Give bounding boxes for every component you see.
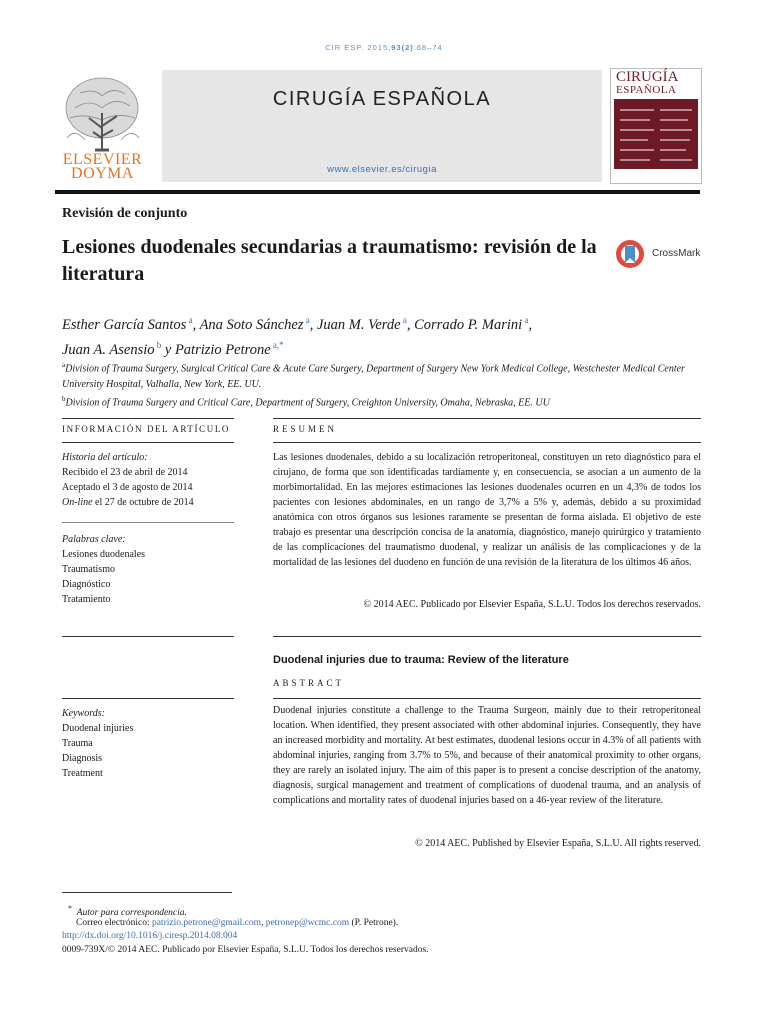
author-affiliation-mark: a <box>303 315 310 325</box>
crossmark-badge[interactable] <box>614 238 704 270</box>
section-label: Revisión de conjunto <box>62 206 188 221</box>
keyword-es: Traumatismo <box>62 564 115 575</box>
abstract-heading: ABSTRACT <box>273 678 345 688</box>
author-separator: , <box>192 316 200 333</box>
abstract-text: Duodenal injuries constitute a challenge to the Trauma Surgeon, mainly due to their retroperitoneal location. When identified, they present associated with other abdominal injuries. Consequently, they have an increased morbidity and mortality. At best estimates, duodenal lesions occur in 4.3% of all patients with abdominal injuries, ranging from 3.7% to 5%, and because of their anatomical proximity to other organs, they are rarely an isolated injury. The aim of this paper is to present a concise description of the anatomy, diagnosis, surgical management and treatment of complications of duodenal trauma, and an analysis of complications and mortality rates of duodenal injuries based on a 46-year review of the literature. <box>273 705 701 806</box>
author-separator: , <box>528 316 533 333</box>
header-rule <box>55 190 700 194</box>
footnote-rule <box>62 892 232 893</box>
article-title: Lesiones duodenales secundarias a traumatismo: revisión de la literatura <box>62 236 597 285</box>
affiliation-mark: a <box>62 361 66 369</box>
author-affiliation-mark: a <box>400 315 407 325</box>
resumen-rule-top <box>273 418 701 419</box>
keyword-en: Duodenal injuries <box>62 723 134 734</box>
author-list <box>62 310 702 360</box>
author-name[interactable]: Juan M. Verde <box>316 316 401 333</box>
keyword-en: Trauma <box>62 738 93 749</box>
author-affiliation-mark: a,* <box>270 339 284 350</box>
online-date: On-line el 27 de octubre de 2014 <box>62 497 194 508</box>
author-affiliation-mark: a <box>522 315 529 325</box>
affiliation-mark: b <box>62 395 66 404</box>
journal-reference: CIR ESP. 2015;93(2):68–74 <box>325 43 443 52</box>
keywords-english <box>62 706 252 781</box>
author-name[interactable]: Esther García Santos <box>62 316 187 333</box>
corresponding-author-note: * Autor para correspondencia. <box>68 904 187 919</box>
affiliation-text: Division of Trauma Surgery and Critical Care, Department of Surgery, Creighton University, Omaha, Nebraska, EE. UU <box>65 397 550 409</box>
email-note: Correo electrónico: patrizio.petrone@gmail.com, petronep@wcmc.com (P. Petrone). <box>76 918 399 928</box>
author-name[interactable]: Juan A. Asensio <box>62 341 155 358</box>
abstract-rule <box>273 698 701 699</box>
author-separator: y <box>161 341 175 358</box>
keyword-en: Treatment <box>62 768 103 779</box>
keywords-en-label: Keywords: <box>62 708 105 719</box>
author-name[interactable]: Ana Soto Sánchez <box>199 316 304 333</box>
email-link[interactable]: petronep@wcmc.com <box>265 918 350 928</box>
affiliations <box>62 358 702 411</box>
resumen-rule-under-heading <box>273 442 701 443</box>
received-date: Recibido el 23 de abril de 2014 <box>62 467 188 478</box>
keyword-es: Lesiones duodenales <box>62 549 146 560</box>
copyright-spanish: © 2014 AEC. Publicado por Elsevier España, S.L.U. Todos los derechos reservados. <box>363 599 701 610</box>
email-link[interactable]: patrizio.petrone@gmail.com <box>151 918 261 928</box>
journal-cover-image <box>610 68 702 184</box>
author-affiliation-mark: b <box>154 339 162 350</box>
author-affiliation-mark: a <box>186 315 193 325</box>
doi-link[interactable]: http://dx.doi.org/10.1016/j.ciresp.2014.08.004 <box>62 931 238 941</box>
keywords-en-rule-top <box>62 698 234 699</box>
cover-subtitle: ESPAÑOLA <box>616 84 677 96</box>
keywords-spanish <box>62 532 252 607</box>
author-name[interactable]: Corrado P. Marini <box>414 316 523 333</box>
journal-url-link[interactable]: www.elsevier.es/cirugia <box>327 164 437 175</box>
article-info-heading: INFORMACIÓN DEL ARTÍCULO <box>62 424 231 434</box>
keywords-es-rule <box>62 636 234 637</box>
author-separator: , <box>406 316 415 333</box>
cover-title: CIRUGÍA <box>616 69 679 85</box>
affiliation <box>62 358 702 392</box>
info-rule-under-heading <box>62 442 234 443</box>
article-history <box>62 450 252 510</box>
affiliation <box>62 392 702 411</box>
english-title: Duodenal injuries due to trauma: Review of the literature <box>273 654 569 666</box>
cover-contents-block <box>614 99 698 169</box>
publisher-wordmark: ELSEVIER DOYMA <box>62 151 143 182</box>
issn-copyright: 0009-739X/© 2014 AEC. Publicado por Elsevier España, S.L.U. Todos los derechos reservados. <box>62 945 429 955</box>
author-separator: , <box>309 316 317 333</box>
crossmark-label: CrossMark <box>652 248 701 259</box>
keywords-es-label: Palabras clave: <box>62 534 126 545</box>
author-name[interactable]: Patrizio Petrone <box>174 341 271 358</box>
resumen-heading: RESUMEN <box>273 424 338 434</box>
keyword-en: Diagnosis <box>62 753 102 764</box>
info-rule-top <box>62 418 234 419</box>
keyword-es: Diagnóstico <box>62 579 111 590</box>
copyright-english: © 2014 AEC. Published by Elsevier España, S.L.U. All rights reserved. <box>415 838 701 849</box>
affiliation-text: Division of Trauma Surgery, Surgical Critical Care & Acute Care Surgery, Department of Surgery New York Medical College, Westchester Medical Center University Hospital, Valhalla, New York, EE. UU. <box>62 363 685 390</box>
history-rule <box>62 522 234 523</box>
accepted-date: Aceptado el 3 de agosto de 2014 <box>62 482 193 493</box>
keyword-es: Tratamiento <box>62 594 111 605</box>
resumen-rule-bottom <box>273 636 701 637</box>
history-label: Historia del artículo: <box>62 452 148 463</box>
resumen-text: Las lesiones duodenales, debido a su localización retroperitoneal, constituyen un reto diagnóstico para el cirujano, de forma que son identificadas tardíamente y, en consecuencia, se asocian a un aumento de la morbimortalidad. En las mejores estimaciones las lesiones duodenales ocurren en un 4,3% de todos los pacientes con lesiones abdominales, en un rango de 3,7% a 5% y, además, debido a su proximidad anatómica con otros órganos sus lesiones raramente se presentan de forma aislada. El objetivo de este trabajo es presentar una descripción concisa de la anatomía, diagnóstico, manejo quirúrgico y tratamiento de las complicaciones del traumatismo duodenal, y realizar un análisis de las complicaciones y de la mortalidad de las lesiones del duodeno en función de una revisión de la literatura de los últimos 46 años. <box>273 452 701 568</box>
journal-title: CIRUGÍA ESPAÑOLA <box>272 88 492 110</box>
crossmark-icon <box>614 238 646 270</box>
